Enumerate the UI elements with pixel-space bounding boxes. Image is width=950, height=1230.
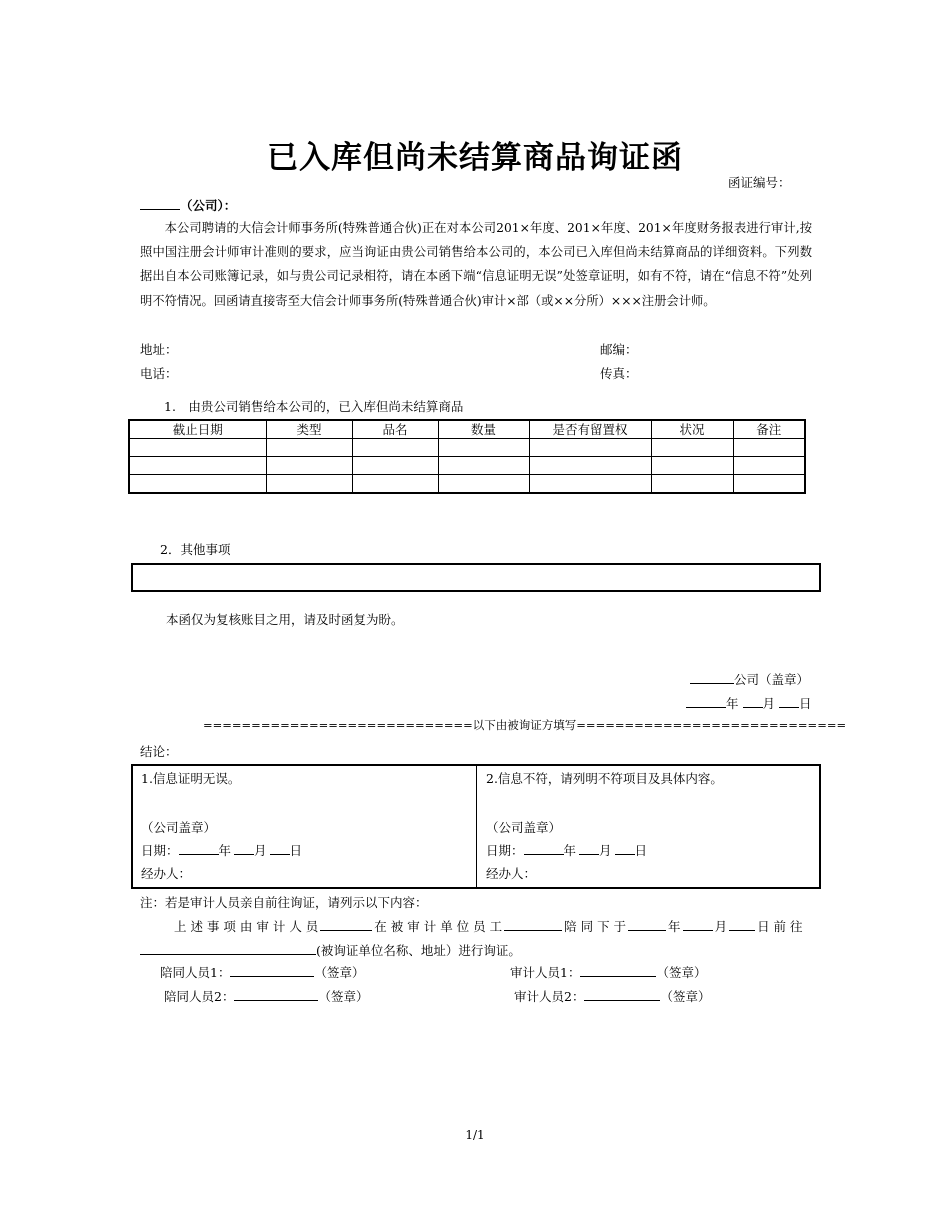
- company-seal-label: （公司盖章）: [141, 820, 217, 835]
- accompany-1-row: [160, 963, 364, 981]
- month-label: 月: [599, 843, 612, 858]
- table-cell[interactable]: [129, 439, 266, 457]
- accompany-1-blank[interactable]: [230, 963, 314, 977]
- column-header: 备注: [733, 420, 805, 439]
- note-text: 日 前 往: [757, 919, 803, 934]
- section1-heading: 1. 由贵公司销售给本公司的，已入库但尚未结算商品: [164, 399, 464, 414]
- table-cell[interactable]: [438, 475, 529, 494]
- handler-label: 经办人：: [486, 866, 537, 881]
- conclusion-label: 结论：: [140, 744, 178, 759]
- table-row: [129, 439, 805, 457]
- table-cell[interactable]: [651, 439, 733, 457]
- accompany-1-label: 陪同人员1：: [160, 965, 231, 980]
- column-header: 品名: [352, 420, 438, 439]
- handler-label: 经办人：: [141, 866, 192, 881]
- day-blank[interactable]: [615, 841, 635, 855]
- day-label: 日: [289, 843, 303, 858]
- sign-label: （签章）: [318, 989, 369, 1004]
- phone-label: 电话：: [140, 366, 178, 381]
- section2-heading: 2．其他事项: [160, 542, 231, 557]
- table-cell[interactable]: [733, 457, 805, 475]
- year-label: 年: [563, 843, 577, 858]
- year-label: 年: [218, 843, 232, 858]
- closing-text: 本函仅为复核账目之用，请及时函复为盼。: [166, 612, 404, 627]
- day-blank[interactable]: [270, 841, 290, 855]
- table-cell[interactable]: [266, 457, 352, 475]
- addressee: [140, 196, 236, 214]
- month-blank[interactable]: [743, 694, 763, 708]
- table-cell[interactable]: [529, 475, 651, 494]
- month-label: 月: [254, 843, 267, 858]
- info-correct-section: [133, 766, 477, 887]
- note-text: 陪 同 下 于: [564, 919, 627, 934]
- sign-label: （签章）: [656, 965, 707, 980]
- table-cell[interactable]: [651, 475, 733, 494]
- divider-line: ============================以下由被询证方填写============================: [203, 718, 847, 732]
- day-label: 日: [634, 843, 648, 858]
- year-label: 年: [726, 696, 739, 711]
- table-cell[interactable]: [438, 439, 529, 457]
- year-blank[interactable]: [628, 917, 666, 931]
- table-cell[interactable]: [438, 457, 529, 475]
- date-label: 日期：: [141, 843, 179, 858]
- table-cell[interactable]: [266, 439, 352, 457]
- month-blank[interactable]: [683, 917, 713, 931]
- column-header: 截止日期: [129, 420, 266, 439]
- company-seal-line: [690, 670, 809, 688]
- table-cell[interactable]: [266, 475, 352, 494]
- accompany-2-row: [164, 987, 368, 1005]
- sign-label: （签章）: [660, 989, 711, 1004]
- unit-name-blank[interactable]: [140, 941, 316, 955]
- address-label: 地址：: [140, 342, 178, 357]
- auditor-2-blank[interactable]: [584, 987, 660, 1001]
- company-seal-label: （公司盖章）: [486, 820, 562, 835]
- year-blank[interactable]: [524, 841, 564, 855]
- month-blank[interactable]: [579, 841, 599, 855]
- page-number: 1/1: [465, 1128, 485, 1142]
- column-header: 是否有留置权: [529, 420, 651, 439]
- accompany-2-blank[interactable]: [234, 987, 318, 1001]
- note-intro: 注：若是审计人员亲自前往询证，请列示以下内容：: [140, 895, 428, 910]
- year-blank[interactable]: [179, 841, 219, 855]
- note-text: 月: [714, 919, 728, 934]
- note-text: (被询证单位名称、地址）进行询证。: [316, 943, 521, 958]
- auditor-1-row: [510, 963, 706, 981]
- day-blank[interactable]: [779, 694, 799, 708]
- column-header: 数量: [438, 420, 529, 439]
- table-cell[interactable]: [129, 457, 266, 475]
- column-header: 类型: [266, 420, 352, 439]
- date-line: [686, 694, 812, 712]
- table-cell[interactable]: [651, 457, 733, 475]
- info-mismatch-section: [478, 766, 819, 887]
- addressee-label: （公司）：: [180, 198, 237, 213]
- day-blank[interactable]: [729, 917, 755, 931]
- month-label: 月: [762, 696, 776, 711]
- postcode-label: 邮编：: [600, 342, 638, 357]
- table-cell[interactable]: [733, 475, 805, 494]
- table-cell[interactable]: [529, 457, 651, 475]
- auditor-2-row: [514, 987, 710, 1005]
- table-cell[interactable]: [352, 457, 438, 475]
- fax-label: 传真：: [600, 366, 638, 381]
- column-header: 状况: [651, 420, 733, 439]
- date-label: 日期：: [486, 843, 524, 858]
- note-line-2: [140, 941, 521, 959]
- month-blank[interactable]: [234, 841, 254, 855]
- conclusion-box: [131, 764, 821, 889]
- table-header-row: [129, 420, 805, 439]
- date-row: [486, 841, 647, 859]
- table-row: [129, 475, 805, 494]
- table-row: [129, 457, 805, 475]
- table-cell[interactable]: [529, 439, 651, 457]
- body-text: 本公司聘请的大信会计师事务所(特殊普通合伙)正在对本公司201×年度、201×年度、201×年度财务报表进行审计,按照中国注册会计师审计准则的要求，应当询证由贵公司销售给本公司的，本公司已入库但尚未结算商品的详细资料。下列数据出自本公司账簿记录，如与贵公司记录相符，请在本函下端“信息证明无误”处签章证明，如有不符，请在“信息不符”处列明不符情况。回函请直接寄至大信会计师事务所(特殊普通合伙)审计×部（或××分所）×××注册会计师。: [140, 221, 812, 308]
- other-matters-box[interactable]: [131, 563, 821, 592]
- page-title: 已入库但尚未结算商品询证函: [267, 140, 683, 176]
- employee-blank[interactable]: [504, 917, 562, 931]
- table-cell[interactable]: [352, 439, 438, 457]
- company-blank[interactable]: [690, 670, 734, 684]
- table-cell[interactable]: [129, 475, 266, 494]
- sign-label: （签章）: [314, 965, 365, 980]
- body-paragraph: [140, 216, 812, 313]
- letter-number-label: 函证编号：: [728, 175, 791, 190]
- table-cell[interactable]: [352, 475, 438, 494]
- table-cell[interactable]: [733, 439, 805, 457]
- note-line-1: [174, 917, 803, 935]
- accompany-2-label: 陪同人员2：: [164, 989, 235, 1004]
- goods-table: [128, 419, 806, 494]
- date-row: [141, 841, 302, 859]
- day-label: 日: [799, 696, 812, 711]
- info-correct-title: 1.信息证明无误。: [141, 771, 241, 786]
- auditor-blank[interactable]: [320, 917, 372, 931]
- info-mismatch-title: 2.信息不符，请列明不符项目及具体内容。: [486, 771, 723, 786]
- note-text: 上 述 事 项 由 审 计 人 员: [174, 919, 319, 934]
- company-seal-label: 公司（盖章）: [734, 672, 810, 687]
- auditor-1-label: 审计人员1：: [510, 965, 581, 980]
- note-text: 年: [668, 919, 681, 934]
- auditor-1-blank[interactable]: [580, 963, 656, 977]
- note-text: 在 被 审 计 单 位 员 工: [374, 919, 503, 934]
- year-blank[interactable]: [686, 694, 726, 708]
- auditor-2-label: 审计人员2：: [514, 989, 585, 1004]
- addressee-blank[interactable]: [140, 196, 180, 210]
